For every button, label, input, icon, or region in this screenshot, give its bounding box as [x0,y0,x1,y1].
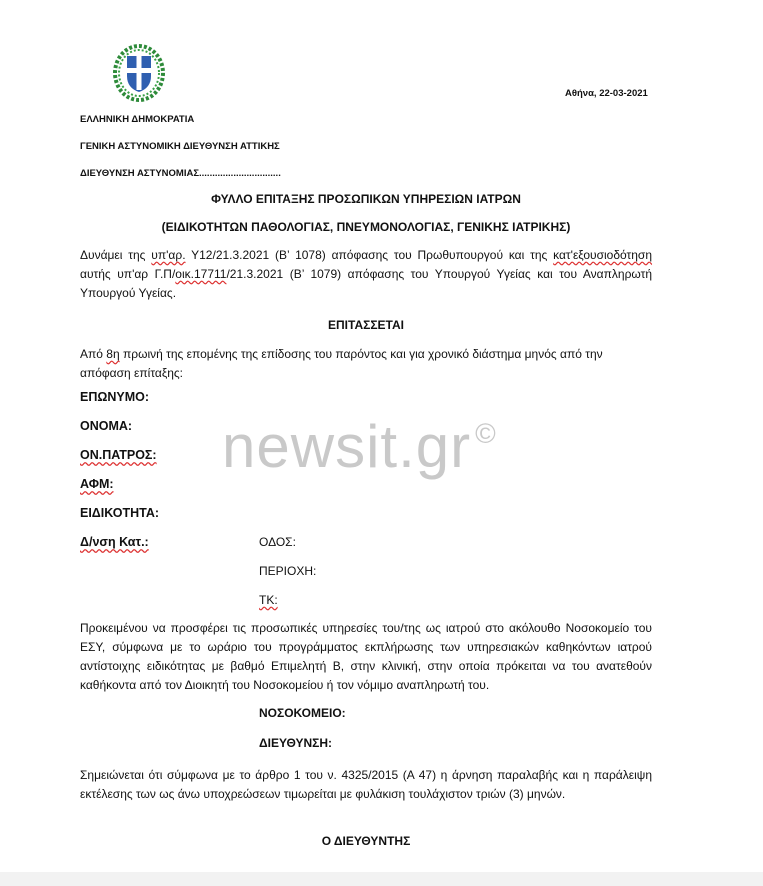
penalty-note-paragraph: Σημειώνεται ότι σύμφωνα με το άρθρο 1 του ν. 4325/2015 (Α 47) η άρνηση παραλαβής και η παράλειψη εκτέλεσης των ως άνω υποχρεώσεων τιμωρείται με φυλάκιση τουλάχιστον τριών (3) μηνών. [80,768,652,801]
header-police-directorate: ΓΕΝΙΚΗ ΑΣΤΥΝΟΜΙΚΗ ΔΙΕΥΘΥΝΣΗ ΑΤΤΙΚΗΣ [80,141,280,152]
order-heading: ΕΠΙΤΑΣΣΕΤΑΙ [328,318,404,332]
field-area-label: ΠΕΡΙΟΧΗ: [259,564,317,578]
document-date: Αθήνα, 22-03-2021 [565,88,648,99]
page-bottom-edge [0,872,763,886]
signature-director: Ο ΔΙΕΥΘΥΝΤΗΣ [321,834,411,848]
intro-paragraph: Δυνάμει της υπ'αρ. Υ12/21.3.2021 (Β’ 1078) απόφασης του Πρωθυπουργού και της κατ'εξουσιοδότηση αυτής υπ'αρ Γ.Π/οικ.17711/21.3.2021 (Β’ 1079) απόφασης του Υπουργού Υγείας και του Αναπληρωτή Υπουργού Υγείας. [80,248,653,300]
field-surname-label: ΕΠΩΝΥΜΟ: [80,390,150,404]
field-father-name-label: ΟΝ.ΠΑΤΡΟΣ: [80,448,157,462]
body-paragraph: Προκειμένου να προσφέρει τις προσωπικές υπηρεσίες του/της ως ιατρού στο ακόλουθο Νοσοκομείο του ΕΣΥ, σύμφωνα με το ωράριο του προγράμματος εκπλήρωσης των υπηρεσιακών καθηκόντων ιατρού αντίστοιχης ειδικότητας με βαθμό Επιμελητή Β, στην κλινική, στην οποία πρόκειται να του ανατεθούν καθήκοντα από τον Διοικητή του Νοσοκομείου ή τον νόμιμο αναπληρωτή του. [80,621,652,692]
newsit-watermark: newsit.gr © [222,413,497,480]
field-specialty-label: ΕΙΔΙΚΟΤΗΤΑ: [80,506,160,520]
field-street-label: ΟΔΟΣ: [259,535,296,549]
header-republic: ΕΛΛΗΝΙΚΗ ΔΗΜΟΚΡΑΤΙΑ [80,114,195,125]
field-zip-label: ΤΚ: [259,593,278,607]
header-police-division: ΔΙΕΥΘΥΝΣΗ ΑΣΤΥΝΟΜΙΑΣ............................... [80,168,281,179]
period-paragraph: Από 8η πρωινή της επομένης της επίδοσης του παρόντος και για χρονικό διάστημα μηνός από την απόφαση επίταξης: [80,347,603,380]
greek-coat-of-arms-emblem [112,42,166,102]
field-name-label: ΟΝΟΜΑ: [80,419,133,433]
document-subtitle: (ΕΙΔΙΚΟΤΗΤΩΝ ΠΑΘΟΛΟΓΙΑΣ, ΠΝΕΥΜΟΝΟΛΟΓΙΑΣ, ΓΕΝΙΚΗΣ ΙΑΤΡΙΚΗΣ) [161,220,571,234]
hospital-label: ΝΟΣΟΚΟΜΕΙΟ: [259,706,346,720]
field-address-label: Δ/νση Κατ.: [80,535,149,549]
hospital-address-label: ΔΙΕΥΘΥΝΣΗ: [259,736,333,750]
field-afm-label: ΑΦΜ: [80,477,114,491]
document-title: ΦΥΛΛΟ ΕΠΙΤΑΞΗΣ ΠΡΟΣΩΠΙΚΩΝ ΥΠΗΡΕΣΙΩΝ ΙΑΤΡΩΝ [211,192,521,206]
